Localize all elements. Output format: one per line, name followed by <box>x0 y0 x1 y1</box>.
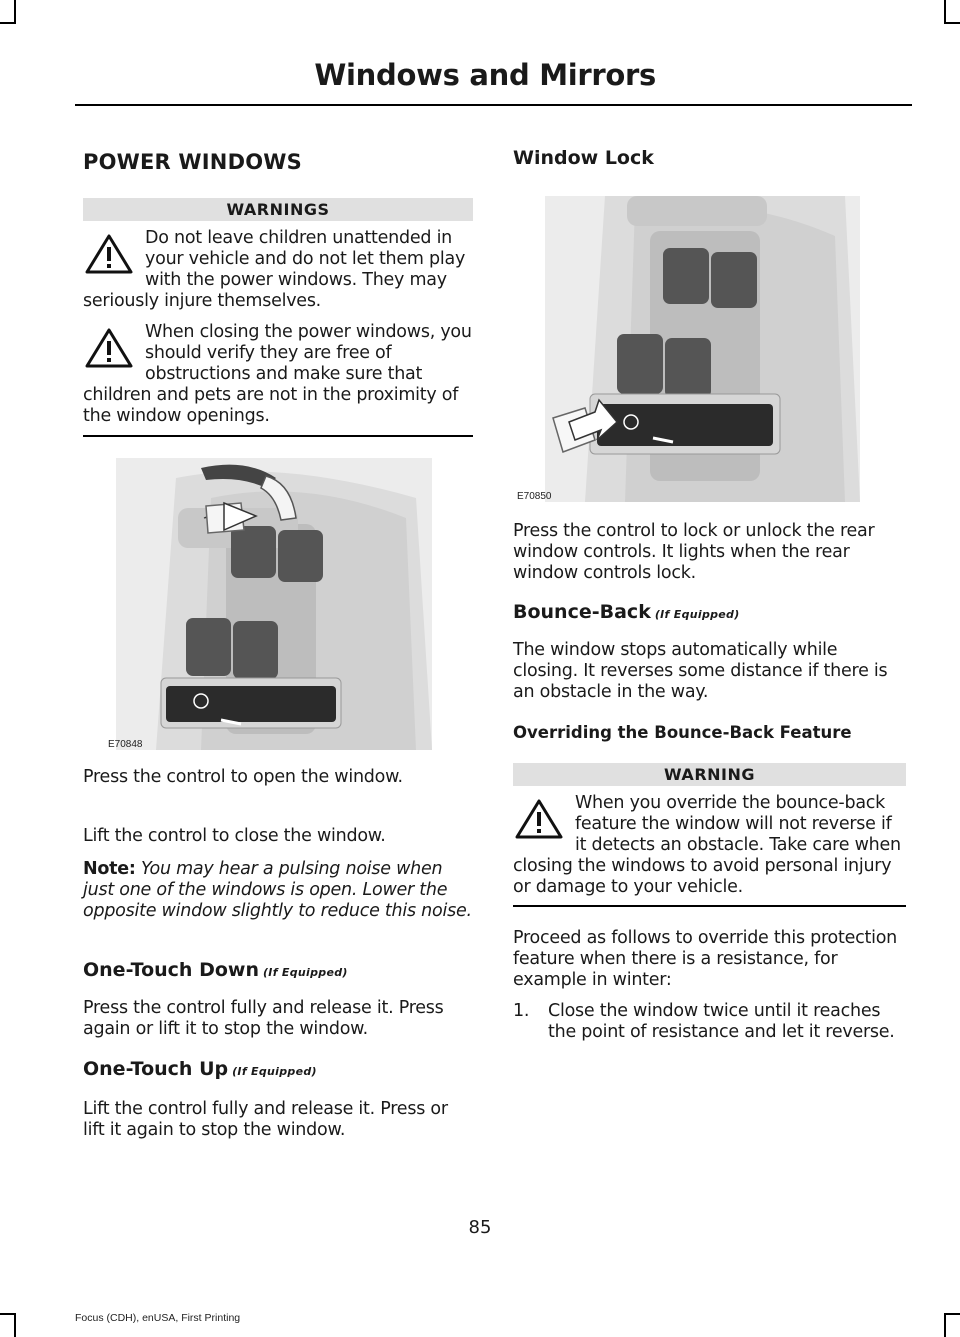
note <box>83 859 475 922</box>
bounce-back-title: Bounce-Back <box>513 601 651 623</box>
footer-text: Focus (CDH), enUSA, First Printing <box>75 1312 241 1324</box>
crop-mark <box>944 1313 946 1337</box>
crop-mark <box>14 1313 16 1337</box>
warning-triangle-icon <box>515 799 563 839</box>
warning-3 <box>513 793 908 898</box>
warning-1 <box>83 228 475 312</box>
note-label: Note: <box>83 859 136 879</box>
warning-triangle-icon <box>85 328 133 368</box>
bounce-back-heading <box>513 601 740 623</box>
if-equipped-tag: (If Equipped) <box>232 1065 317 1078</box>
warnings-heading: WARNINGS <box>83 198 473 221</box>
one-touch-up-text: Lift the control fully and release it. Press or lift it again to stop the window. <box>83 1099 448 1140</box>
window-lock-heading: Window Lock <box>513 147 654 169</box>
section-title: POWER WINDOWS <box>83 150 302 174</box>
header-rule <box>75 104 912 106</box>
page-number: 85 <box>468 1217 492 1238</box>
warning-rule <box>513 905 906 907</box>
paragraph-open: Press the control to open the window. <box>83 767 403 787</box>
warning-triangle-icon <box>85 234 133 274</box>
warning-3-text: When you override the bounce-back feature the window will not reverse if it detects an obstacle. Take care when closing the windows to avoid personal injury or damage to your vehicle. <box>513 793 901 897</box>
note-text: You may hear a pulsing noise when just one of the windows is open. Lower the opposite window slightly to reduce this noise. <box>83 859 472 921</box>
window-lock-text: Press the control to lock or unlock the rear window controls. It lights when the rear window controls lock. <box>513 521 875 583</box>
window-lock-switch-illustration <box>517 196 860 502</box>
crop-mark <box>0 1313 16 1315</box>
warning-1-text: Do not leave children unattended in your vehicle and do not let them play with the power windows. They may seriously injure themselves. <box>83 228 466 311</box>
one-touch-down-title: One-Touch Down <box>83 959 259 981</box>
one-touch-down-heading <box>83 959 348 981</box>
figure-code: E70848 <box>108 739 143 750</box>
if-equipped-tag: (If Equipped) <box>262 966 348 979</box>
crop-mark <box>944 1313 960 1315</box>
crop-mark <box>0 22 16 24</box>
chapter-title: Windows and Mirrors <box>314 58 656 92</box>
warnings-rule <box>83 435 473 437</box>
warning-heading: WARNING <box>513 763 906 786</box>
warning-2 <box>83 322 473 427</box>
bounce-back-text: The window stops automatically while closing. It reverses some distance if there is an obstacle in the way. <box>513 640 888 702</box>
one-touch-up-heading <box>83 1058 317 1080</box>
paragraph-close: Lift the control to close the window. <box>83 826 386 846</box>
list-item-text: Close the window twice until it reaches the point of resistance and let it reverse. <box>548 1001 895 1042</box>
one-touch-up-title: One-Touch Up <box>83 1058 229 1080</box>
power-window-switch-illustration <box>108 458 432 750</box>
crop-mark <box>944 0 946 24</box>
crop-mark <box>14 0 16 24</box>
list-item-number: 1. <box>513 1001 530 1021</box>
if-equipped-tag: (If Equipped) <box>654 608 740 621</box>
override-heading: Overriding the Bounce-Back Feature <box>513 723 852 742</box>
proceed-text: Proceed as follows to override this protection feature when there is a resistance, for example in winter: <box>513 928 898 990</box>
figure-code: E70850 <box>517 491 552 502</box>
crop-mark <box>944 22 960 24</box>
one-touch-down-text: Press the control fully and release it. Press again or lift it to stop the window. <box>83 998 444 1039</box>
warning-2-text: When closing the power windows, you should verify they are free of obstructions and make sure that children and pets are not in the proximity of the window openings. <box>83 322 472 426</box>
